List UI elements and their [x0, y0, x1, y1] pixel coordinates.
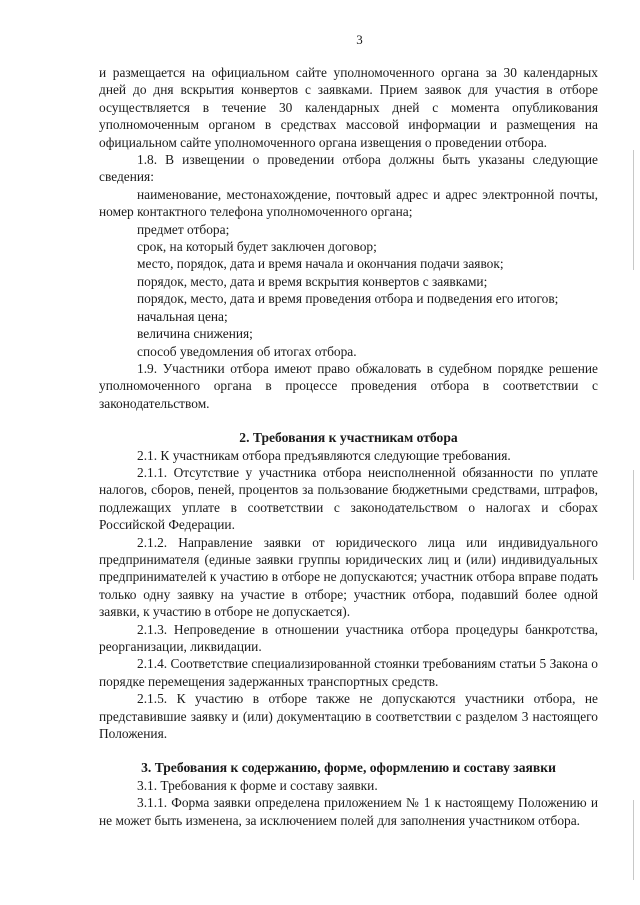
scan-artifact-line — [633, 150, 634, 270]
paragraph: 2.1.4. Соответствие специализированной стоянки требованиям статьи 5 Закона о порядке перемещения задержанных транспортных средств. — [99, 656, 598, 689]
section-gap — [99, 742, 598, 759]
paragraph: 2.1.2. Направление заявки от юридического лица или индивидуального предпринимателя (единые заявки группы юридических лиц и (или) индивидуальных предпринимателей к участию в отборе не допускаются; участник отбора вправе подать только одну заявку на участие в отборе; участник отбора, подавший более одной заявки, к участию в отборе не допускается). — [99, 534, 598, 620]
list-item: начальная цена; — [137, 308, 228, 324]
list-item: место, порядок, дата и время начала и окончания подачи заявок; — [137, 256, 504, 272]
section-gap — [99, 412, 598, 429]
section-heading: 3. Требования к содержанию, форме, оформлению и составу заявки — [141, 760, 556, 776]
list-item: порядок, место, дата и время проведения отбора и подведения его итогов; — [137, 291, 559, 307]
paragraph: 2.1.3. Непроведение в отношении участника отбора процедуры банкротства, реорганизации, ликвидации. — [99, 621, 598, 654]
paragraph: 3.1.1. Форма заявки определена приложением № 1 к настоящему Положению и не может быть изменена, за исключением полей для заполнения участником отбора. — [99, 795, 598, 828]
paragraph: 2.1.1. Отсутствие у участника отбора неисполненной обязанности по уплате налогов, сборов, пеней, процентов за пользование бюджетными средствами, штрафов, подлежащих уплате в соответствии с законодательством о налогах и сборах Российской Федерации. — [99, 464, 598, 533]
paragraph: 1.8. В извещении о проведении отбора должны быть указаны следующие сведения: — [99, 152, 598, 185]
list-item: срок, на который будет заключен договор; — [137, 239, 377, 255]
paragraph: и размещается на официальном сайте уполномоченного органа за 30 календарных дней до дня вскрытия конвертов с заявками. Прием заявок для участия в отборе осуществляется в течение 30 календарных дней с момента опубликования уполномоченным органом в средствах массовой информации и размещения на официальном сайте уполномоченного органа извещения о проведении отбора. — [99, 65, 598, 150]
list-item: предмет отбора; — [137, 221, 230, 237]
scan-artifact-line — [633, 470, 634, 580]
section-heading: 2. Требования к участникам отбора — [239, 430, 458, 446]
paragraph: 3.1. Требования к форме и составу заявки. — [137, 777, 378, 793]
scan-artifact-line — [633, 800, 634, 880]
paragraph: 1.9. Участники отбора имеют право обжаловать в судебном порядке решение уполномоченного органа в процессе проведения отбора в соответствии с законодательством. — [99, 360, 598, 411]
list-item: величина снижения; — [137, 326, 253, 342]
paragraph: 2.1.5. К участию в отборе также не допускаются участники отбора, не представившие заявку и (или) документацию в соответствии с разделом 3 настоящего Положения. — [99, 691, 598, 742]
document-body — [99, 64, 598, 829]
page-number: 3 — [356, 32, 363, 47]
list-item: способ уведомления об итогах отбора. — [137, 343, 357, 359]
list-item: порядок, место, дата и время вскрытия конвертов с заявками; — [137, 273, 488, 289]
paragraph: 2.1. К участникам отбора предъявляются следующие требования. — [137, 447, 511, 463]
paragraph: наименование, местонахождение, почтовый адрес и адрес электронной почты, номер контактного телефона уполномоченного органа; — [99, 186, 598, 220]
